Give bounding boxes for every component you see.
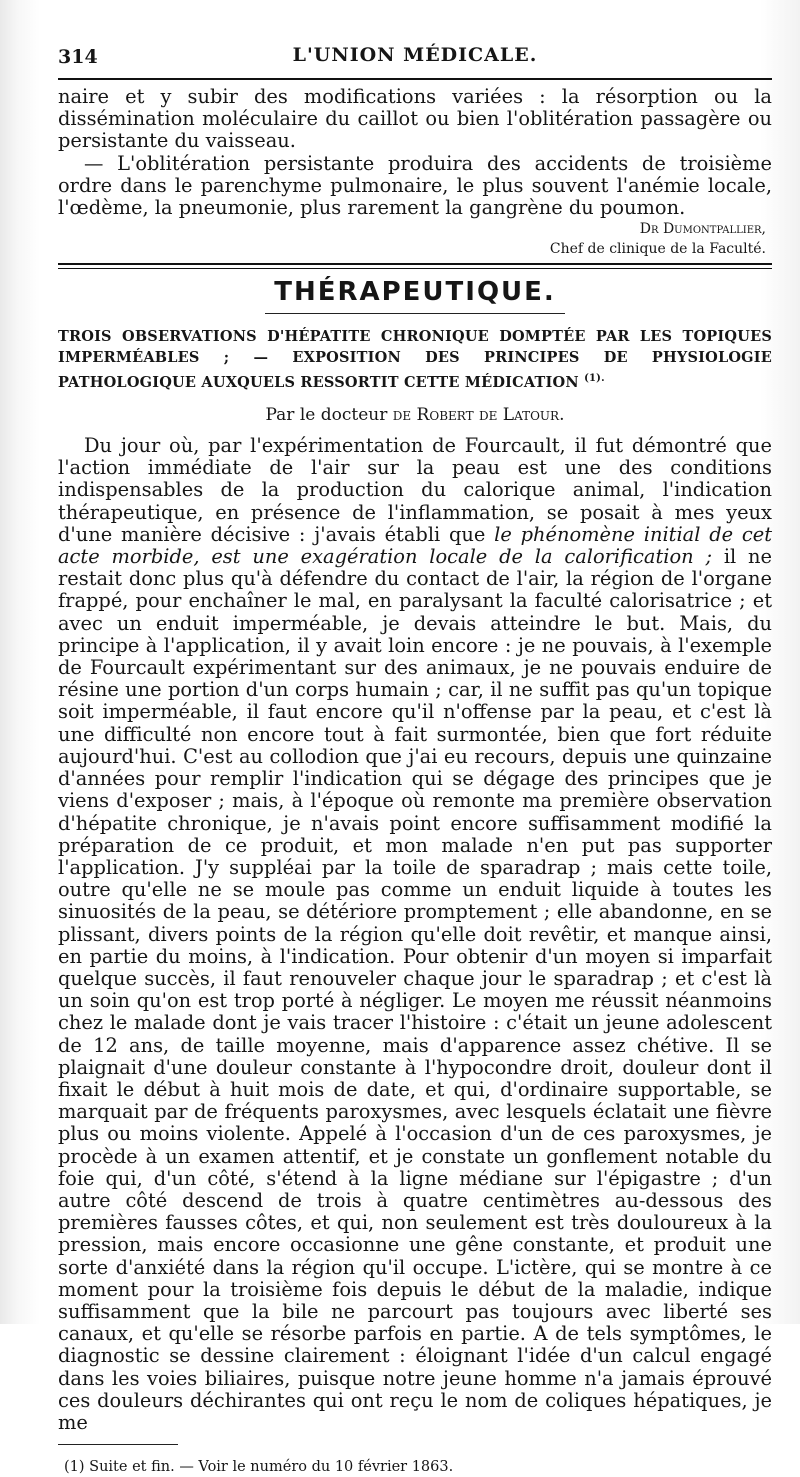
byline-prefix: Par le docteur: [265, 405, 388, 426]
footnote-mark: (1).: [584, 373, 605, 385]
previous-paragraph-2: — L'oblitération persistante produira des accidents de troisième ordre dans le parenchyme pulmonaire, le plus souvent l'anémie locale, l'œdème, la pneumonie, plus rarement la gangrène du poumon.: [58, 151, 772, 220]
article-title: [58, 326, 772, 393]
signature: [58, 219, 772, 259]
body-text-italic: le phénomène initial de cet acte morbide, est une exagération locale de la calorification ;: [58, 522, 772, 569]
footnote-rule: [58, 1444, 178, 1445]
body-text-part-1: Du jour où, par l'expérimentation de Fourcault, il fut démontré que l'action immédiate de l'air sur la peau est une des conditions indispensables de la production du calorique animal, l'indication thérapeutique, en présence de l'inflammation, se posait à mes yeux d'une manière décisive : j'avais établi que: [58, 434, 772, 546]
previous-paragraph-1: naire et y subir des modifications variées : la résorption ou la dissémination moléculaire du caillot ou bien l'oblitération passagère ou persistante du vaisseau.: [58, 85, 772, 153]
byline: [58, 405, 772, 425]
running-head: [58, 40, 772, 74]
author-name: de Robert de Latour.: [392, 405, 565, 426]
header-rule: [58, 78, 772, 80]
signature-name: Dr Dumontpallier,: [639, 221, 766, 238]
signature-title: Chef de clinique de la Faculté.: [549, 241, 766, 258]
section-divider: [58, 263, 772, 269]
article-title-text: TROIS OBSERVATIONS D'HÉPATITE CHRONIQUE DOMPTÉE PAR LES TOPIQUES IMPERMÉABLES ; — EXPOSITION DES PRINCIPES DE PHYSIOLOGIE PATHOLOGIQUE AUXQUELS RESSORTIT CETTE MÉDICATION: [58, 328, 772, 392]
section-title: THÉRAPEUTIQUE.: [274, 277, 556, 308]
previous-article-end: [58, 86, 772, 259]
article-body: [58, 435, 772, 1434]
title-rule: [265, 313, 565, 314]
page-number: 314: [58, 46, 98, 68]
footnote: (1) Suite et fin. — Voir le numéro du 10 février 1863.: [64, 1459, 454, 1476]
body-text-part-2: il ne restait donc plus qu'à défendre du contact de l'air, la région de l'organe frappé, pour enchaîner le mal, en paralysant la faculté calorisatrice ; et avec un enduit imperméable, je devais atteindre le but. Mais, du principe à l'application, il y avait loin encore : je ne pouvais, à l'exemple de Fourcault expérimentant sur des animaux, je ne pouvais enduire de résine une portion d'un corps humain ; car, il ne suffit pas qu'un topique soit imperméable, il faut encore qu'il n'offense par la peau, et c'est là une difficulté non encore tout à fait surmontée, bien que fort réduite aujourd'hui. C'est au collodion que j'ai eu recours, depuis une quinzaine d'années pour remplir l'indication qui se dégage des principes que je viens d'exposer ; mais, à l'époque où remonte ma première observation d'hépatite chronique, je n'avais point encore suffisamment modifié la préparation de ce produit, et mon malade n'en put pas supporter l'application. J'y suppléai par la toile de sparadrap ; mais cette toile, outre qu'elle ne se moule pas comme un enduit liquide à toutes les sinuosités de la peau, se détériore promptement ; elle abandonne, en se plissant, divers points de la région qu'elle doit revêtir, et manque ainsi, en partie du moins, à l'indication. Pour obtenir d'un moyen si imparfait quelque succès, il faut renouveler chaque jour le sparadrap ; et c'est là un soin qu'on est trop porté à négliger. Le moyen me réussit néanmoins chez le malade dont je vais tracer l'histoire : c'était un jeune adolescent de 12 ans, de taille moyenne, mais d'apparence assez chétive. Il se plaignait d'une douleur constante à l'hypocondre droit, douleur dont il fixait le début à huit mois de date, et qui, d'ordinaire supportable, se marquait par de fréquents paroxysmes, avec lesquels éclatait une fièvre plus ou moins violente. Appelé à l'occasion d'un de ces paroxysmes, je procède à un examen attentif, et je constate un gonflement notable du foie qui, d'un côté, s'étend à la ligne médiane sur l'épigastre ; d'un autre côté descend de trois à quatre centimètres au-dessous des premières fausses côtes, et qui, non seulement est très douloureux à la pression, mais encore occasionne une gêne constante, et produit une sorte d'anxiété dans la région qu'il occupe. L'ictère, qui se montre à ce moment pour la troisième fois depuis le début de la maladie, indique suffisamment que la bile ne parcourt pas toujours avec liberté ses canaux, et qu'elle se résorbe parfois en partie. A de tels symptômes, le diagnostic se dessine clairement : éloignant l'idée d'un calcul engagé dans les voies biliaires, puisque notre jeune homme n'a jamais éprouvé ces douleurs déchirantes qui ont reçu le nom de coliques hépatiques, je me: [58, 545, 773, 1434]
journal-title: L'UNION MÉDICALE.: [292, 44, 538, 66]
